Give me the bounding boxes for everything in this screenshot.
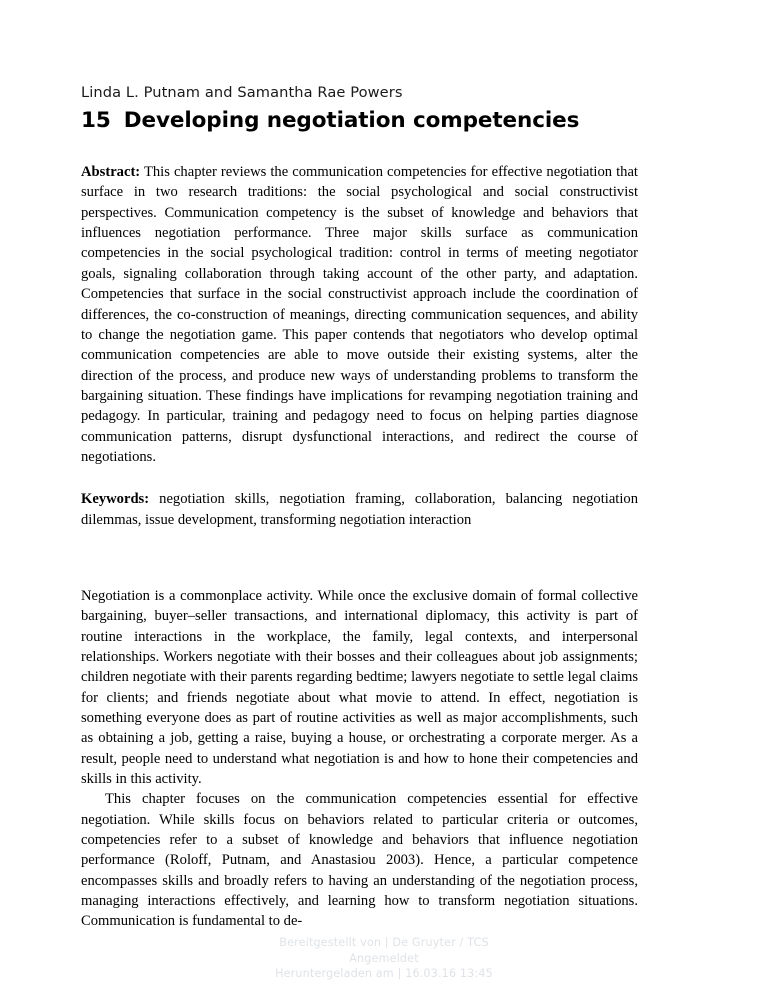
- body-paragraph: Negotiation is a commonplace activity. While once the exclusive domain of formal collective bargaining, buyer–seller transactions, and international diplomacy, this activity is part of routine interactions in the workplace, the family, legal contexts, and interpersonal relationships. Workers negotiate with their bosses and their colleagues about job assignments; children negotiate with their parents regarding bedtime; lawyers negotiate to settle legal claims for clients; and friends negotiate about what movie to attend. In effect, negotiation is something everyone does as part of routine activities as well as major accomplishments, such as obtaining a job, getting a raise, buying a house, or orchestrating a corporate merger. As a result, people need to understand what negotiation is and how to hone their competencies and skills in this activity.: [81, 587, 638, 788]
- watermark-line-downloaded: Heruntergeladen am | 16.03.16 13:45: [275, 967, 493, 980]
- keywords-label: Keywords:: [81, 491, 150, 508]
- text-column: [81, 0, 638, 932]
- watermark-line-provider: Bereitgestellt von | De Gruyter / TCS: [279, 936, 489, 949]
- keywords-paragraph: [81, 467, 638, 530]
- abstract-paragraph: [81, 135, 638, 467]
- page-title: [81, 102, 638, 135]
- keywords-text: negotiation skills, negotiation framing, collaboration, balancing negotiation dilemmas, issue development, transforming negotiation interaction: [81, 491, 638, 528]
- chapter-title-text: Developing negotiation competencies: [123, 108, 580, 134]
- watermark-line-status: Angemeldet: [349, 951, 419, 965]
- abstract-text: This chapter reviews the communication competencies for effective negotiation that surface in two research traditions: the social psychological and social constructivist perspectives. Communication competency is the subset of knowledge and behaviors that influences negotiation performance. Three major skills surface as communication competencies in the social psychological tradition: control in terms of meeting negotiator goals, signaling collaboration through taking account of the other party, and adaptation. Competencies that surface in the social constructivist approach include the coordination of differences, the co-construction of meanings, directing communication sequences, and ability to change the negotiation game. This paper contends that negotiators who develop optimal communication competencies are able to move outside their existing systems, alter the direction of the process, and produce new ways of understanding problems to transform the bargaining situation. These findings have implications for revamping negotiation training and pedagogy. In particular, training and pedagogy need to focus on helping parties diagnose communication patterns, disrupt dysfunctional interactions, and redirect the course of negotiations.: [81, 164, 638, 465]
- body-text: [81, 530, 638, 932]
- chapter-number: 15: [81, 108, 111, 134]
- abstract-label: Abstract:: [81, 164, 141, 181]
- author-line: Linda L. Putnam and Samantha Rae Powers: [81, 84, 403, 101]
- footer-watermark: [0, 935, 768, 982]
- body-paragraph: This chapter focuses on the communication competencies essential for effective negotiation. While skills focus on behaviors related to particular criteria or outcomes, competencies refer to a subset of knowledge and behaviors that influence negotiation performance (Roloff, Putnam, and Anastasiou 2003). Hence, a particular competence encompasses skills and broadly refers to having an understanding of the negotiation process, managing interactions effectively, and learning how to transform negotiation situations. Communication is fundamental to de-: [81, 791, 638, 930]
